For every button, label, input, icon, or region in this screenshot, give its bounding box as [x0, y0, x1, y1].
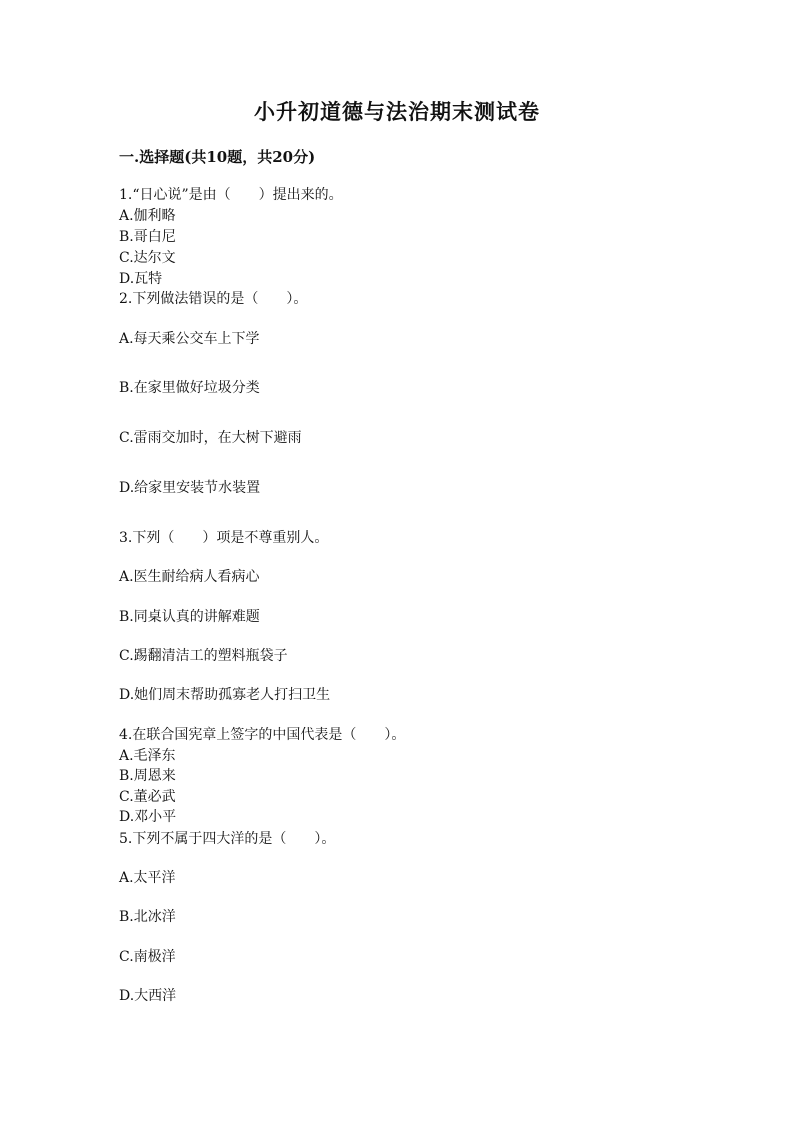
question-5-option-a: A.太平洋	[119, 870, 176, 886]
question-2-stem: 2.下列做法错误的是（ ）。	[119, 291, 308, 307]
question-4-stem: 4.在联合国宪章上签字的中国代表是（ ）。	[119, 727, 406, 743]
question-3-stem: 3.下列（ ）项是不尊重别人。	[119, 530, 329, 546]
question-3-option-d: D.她们周末帮助孤寡老人打扫卫生	[119, 687, 331, 703]
question-1-stem: 1.“日心说”是由（ ）提出来的。	[119, 187, 343, 203]
question-3-option-b: B.同桌认真的讲解难题	[119, 609, 260, 625]
question-2-option-a: A.每天乘公交车上下学	[119, 331, 260, 347]
question-3-option-c: C.踢翻清洁工的塑料瓶袋子	[119, 648, 288, 664]
question-1-option-c: C.达尔文	[119, 250, 176, 266]
question-2-option-c: C.雷雨交加时，在大树下避雨	[119, 430, 302, 446]
question-2-option-d: D.给家里安装节水装置	[119, 480, 261, 496]
question-4-option-a: A.毛泽东	[119, 748, 176, 764]
question-3-option-a: A.医生耐给病人看病心	[119, 569, 260, 585]
question-5-option-d: D.大西洋	[119, 988, 177, 1004]
question-4-option-d: D.邓小平	[119, 809, 177, 825]
question-5-option-c: C.南极洋	[119, 949, 176, 965]
question-1-option-b: B.哥白尼	[119, 229, 176, 245]
question-2-option-b: B.在家里做好垃圾分类	[119, 380, 260, 396]
question-5-option-b: B.北冰洋	[119, 909, 176, 925]
page-title: 小升初道德与法治期末测试卷	[254, 99, 540, 124]
question-4-option-c: C.董必武	[119, 789, 176, 805]
question-1-option-a: A.伽利略	[119, 208, 176, 224]
question-1-option-d: D.瓦特	[119, 271, 163, 287]
section-heading: 一.选择题(共10题，共20分)	[119, 148, 316, 166]
question-4-option-b: B.周恩来	[119, 768, 176, 784]
question-5-stem: 5.下列不属于四大洋的是（ ）。	[119, 831, 336, 847]
